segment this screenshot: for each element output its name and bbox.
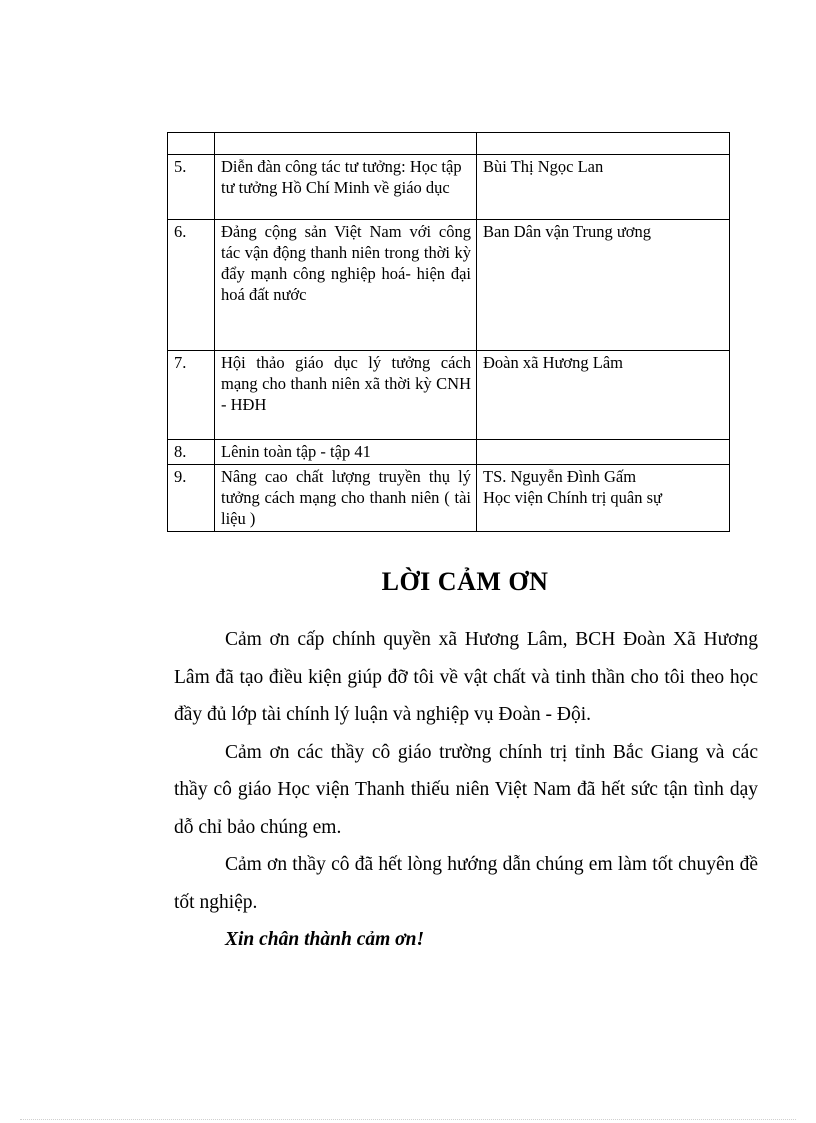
reference-author: [477, 133, 730, 155]
reference-author: [477, 440, 730, 465]
paragraph: Cảm ơn các thầy cô giáo trường chính trị tỉnh Bắc Giang và các thầy cô giáo Học viện Thanh thiếu niên Việt Nam đã hết sức tận tình dạy dỗ chỉ bảo chúng em.: [174, 741, 758, 838]
table-row: [168, 220, 730, 351]
table-row: [168, 351, 730, 440]
page-title: LỜI CẢM ƠN: [381, 567, 549, 596]
author-name: TS. Nguyễn Đình Gấm: [483, 467, 637, 486]
table-row: [168, 465, 730, 532]
acknowledgement-body: [174, 621, 758, 959]
row-number: 7.: [168, 351, 215, 440]
table-row: [168, 133, 730, 155]
paragraph: Cảm ơn thầy cô đã hết lòng hướng dẫn chúng em làm tốt chuyên đề tốt nghiệp.: [174, 854, 758, 913]
reference-title: Lênin toàn tập - tập 41: [215, 440, 477, 465]
reference-title: Hội thảo giáo dục lý tưởng cách mạng cho thanh niên xã thời kỳ CNH - HĐH: [215, 351, 477, 440]
row-number: [168, 133, 215, 155]
reference-author: Đoàn xã Hương Lâm: [477, 351, 730, 440]
reference-author: [477, 465, 730, 532]
reference-title: [215, 133, 477, 155]
reference-author: Ban Dân vận Trung ương: [477, 220, 730, 351]
table-row: [168, 440, 730, 465]
page-divider: [20, 1119, 796, 1120]
reference-title: Nâng cao chất lượng truyền thụ lý tưởng cách mạng cho thanh niên ( tài liệu ): [215, 465, 477, 532]
reference-author: Bùi Thị Ngọc Lan: [477, 155, 730, 220]
reference-title: Đảng cộng sản Việt Nam với công tác vận động thanh niên trong thời kỳ đẩy mạnh công nghiệp hoá- hiện đại hoá đất nước: [215, 220, 477, 351]
closing-line: Xin chân thành cảm ơn!: [225, 929, 425, 950]
reference-table: [167, 132, 730, 532]
author-institution: Học viện Chính trị quân sự: [483, 488, 662, 507]
reference-title: Diễn đàn công tác tư tưởng: Học tập tư tưởng Hồ Chí Minh về giáo dục: [215, 155, 477, 220]
row-number: 9.: [168, 465, 215, 532]
row-number: 5.: [168, 155, 215, 220]
row-number: 8.: [168, 440, 215, 465]
table-row: [168, 155, 730, 220]
row-number: 6.: [168, 220, 215, 351]
paragraph: Cảm ơn cấp chính quyền xã Hương Lâm, BCH Đoàn Xã Hương Lâm đã tạo điều kiện giúp đỡ tôi về vật chất và tinh thần cho tôi theo học đầy đủ lớp tài chính lý luận và nghiệp vụ Đoàn - Đội.: [174, 629, 758, 725]
